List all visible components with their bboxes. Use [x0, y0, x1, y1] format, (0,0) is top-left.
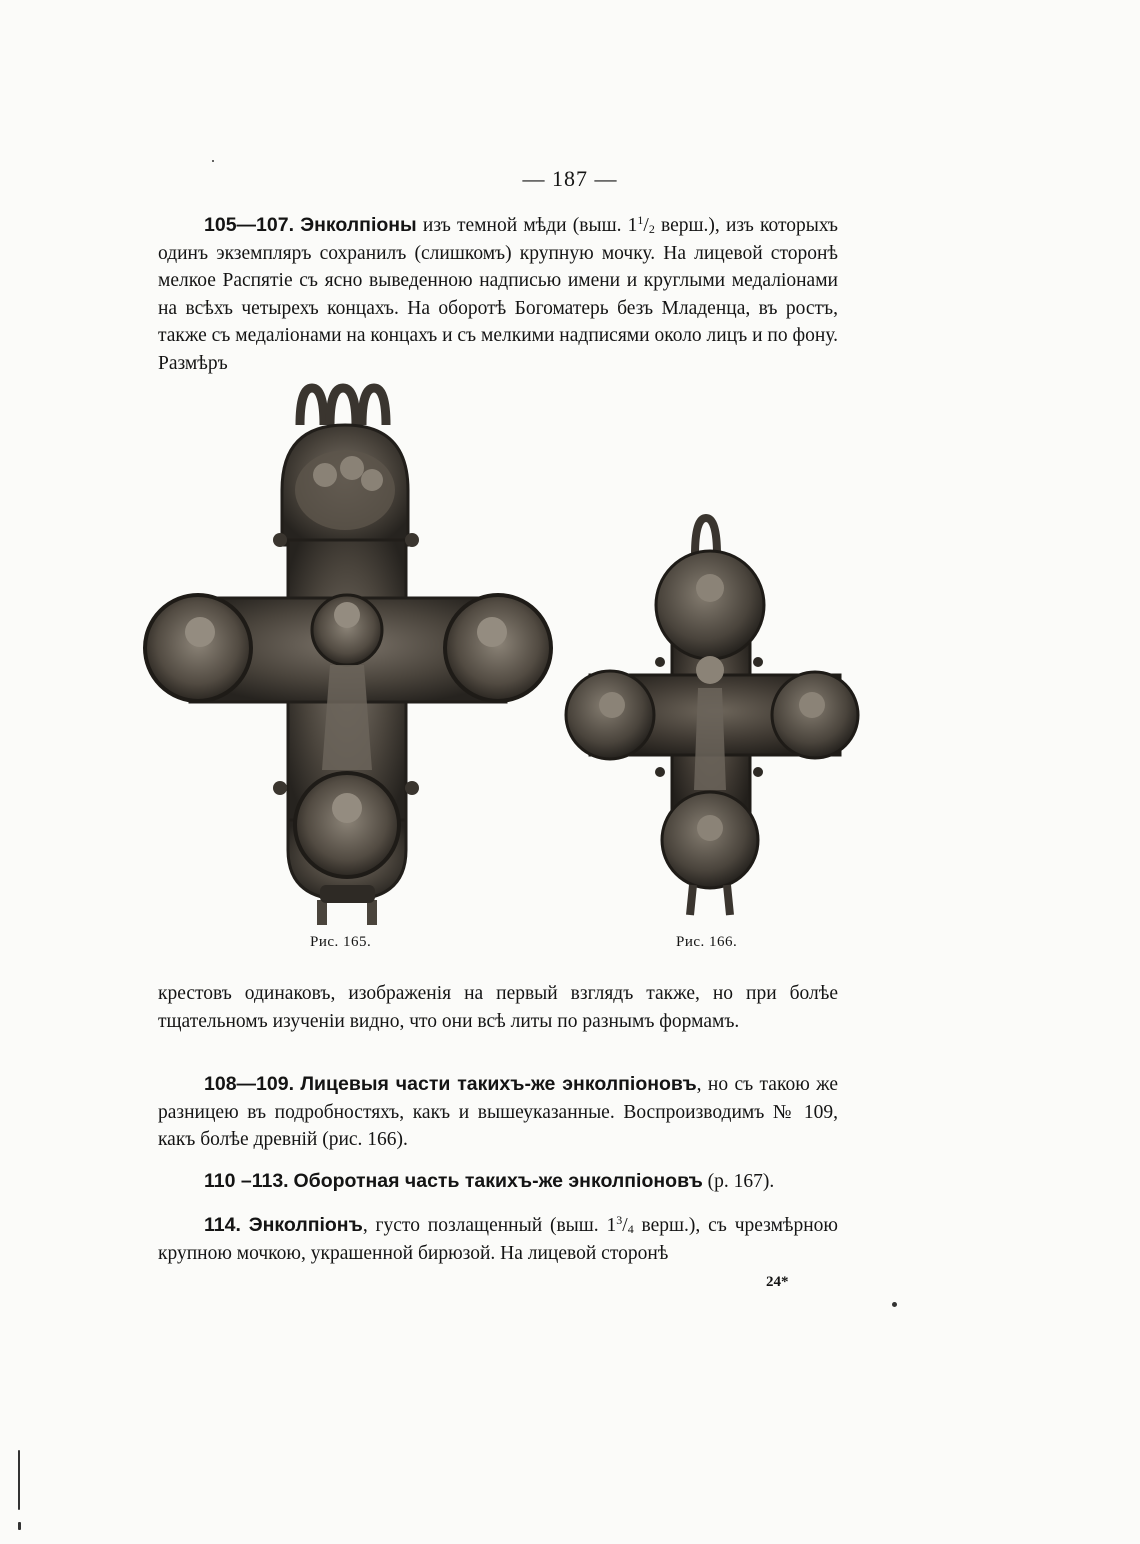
entry-text: верш.), изъ которыхъ одинъ экземпляръ сохранилъ (слишкомъ) крупную мочку. На лицевой сторонѣ мелкое Распятіе съ ясно выведенною надписью имени и круглыми медаліонами на всѣхъ четырехъ концахъ. На оборотѣ Богоматерь безъ Младенца, въ ростъ, также съ медаліонами на концахъ и съ мелкими надписями около лицъ и по фону. Размѣръ [158, 215, 838, 374]
scan-mark [18, 1522, 21, 1530]
entry-108-109 [158, 1071, 838, 1154]
scan-speck [212, 160, 214, 162]
fraction-numerator: 3 [616, 1213, 623, 1227]
entry-text: , но съ такою же разницею въ подробностяхъ, какъ и вышеуказанные. Воспроизводимъ № 109, какъ болѣе древній (рис. 166). [158, 1074, 839, 1150]
entry-number: 110 –113. [204, 1170, 289, 1192]
figure-165 [140, 380, 560, 930]
fraction-denominator: 2 [648, 222, 655, 236]
fraction-numerator: 1 [637, 213, 644, 227]
printer-signature: 24* [766, 1274, 789, 1290]
entry-text: верш.), съ чрезмѣрною крупною мочкою, украшенной бирюзой. На лицевой сторонѣ [158, 1215, 839, 1264]
entry-number: 105—107. [204, 214, 294, 236]
cross-image [560, 510, 860, 930]
scan-speck [892, 1302, 897, 1307]
entry-title: Энколпіонъ [248, 1214, 363, 1236]
figure-166-caption: Рис. 166. [676, 934, 738, 950]
entry-number: 108—109. [204, 1073, 294, 1095]
entry-title: Энколпіоны [300, 214, 417, 236]
page-number: — 187 — [522, 166, 618, 191]
figure-165-caption: Рис. 165. [310, 934, 372, 950]
entry-text: изъ темной мѣди (выш. 1 [416, 215, 638, 236]
entry-title: Лицевыя части такихъ-же энколпіоновъ [300, 1073, 697, 1095]
entry-text: , густо позлащенный (выш. 1 [362, 1215, 617, 1236]
entry-text: (р. 167). [702, 1171, 775, 1192]
figure-166 [560, 510, 860, 930]
cross-image [140, 380, 560, 930]
entry-105-107: 105—107. Энколпіоны изъ темной мѣди (выш. $1^1/_2$ верш.), изъ которыхъ одинъ экземпляръ сохранилъ (слишкомъ) крупную мочку. На лицевой сторонѣ мелкое Распятіе съ ясно выведенною надписью имени и круглыми медаліонами на всѣхъ четырехъ концахъ. На оборотѣ Богоматерь безъ Младенца, въ ростъ, также съ медаліонами на концахъ и съ мелкими надписями около лицъ и по фону. Размѣръ [158, 213, 838, 374]
fraction-denominator: 4 [627, 1222, 634, 1236]
entry-105-107-continuation: крестовъ одинаковъ, изображенія на первый взглядъ также, но при болѣе тщательномъ изученіи видно, что они всѣ литы по разнымъ формамъ. [158, 983, 838, 1032]
scan-mark [18, 1450, 20, 1510]
entry-110-113 [158, 1168, 838, 1196]
entry-title: Оборотная часть такихъ-же энколпіоновъ [293, 1170, 703, 1192]
entry-114: 114. Энколпіонъ, густо позлащенный (выш. $1^3/_4$ верш.), съ чрезмѣрною крупною мочкою, украшенной бирюзой. На лицевой сторонѣ [158, 1213, 839, 1264]
entry-number: 114. [204, 1214, 241, 1236]
